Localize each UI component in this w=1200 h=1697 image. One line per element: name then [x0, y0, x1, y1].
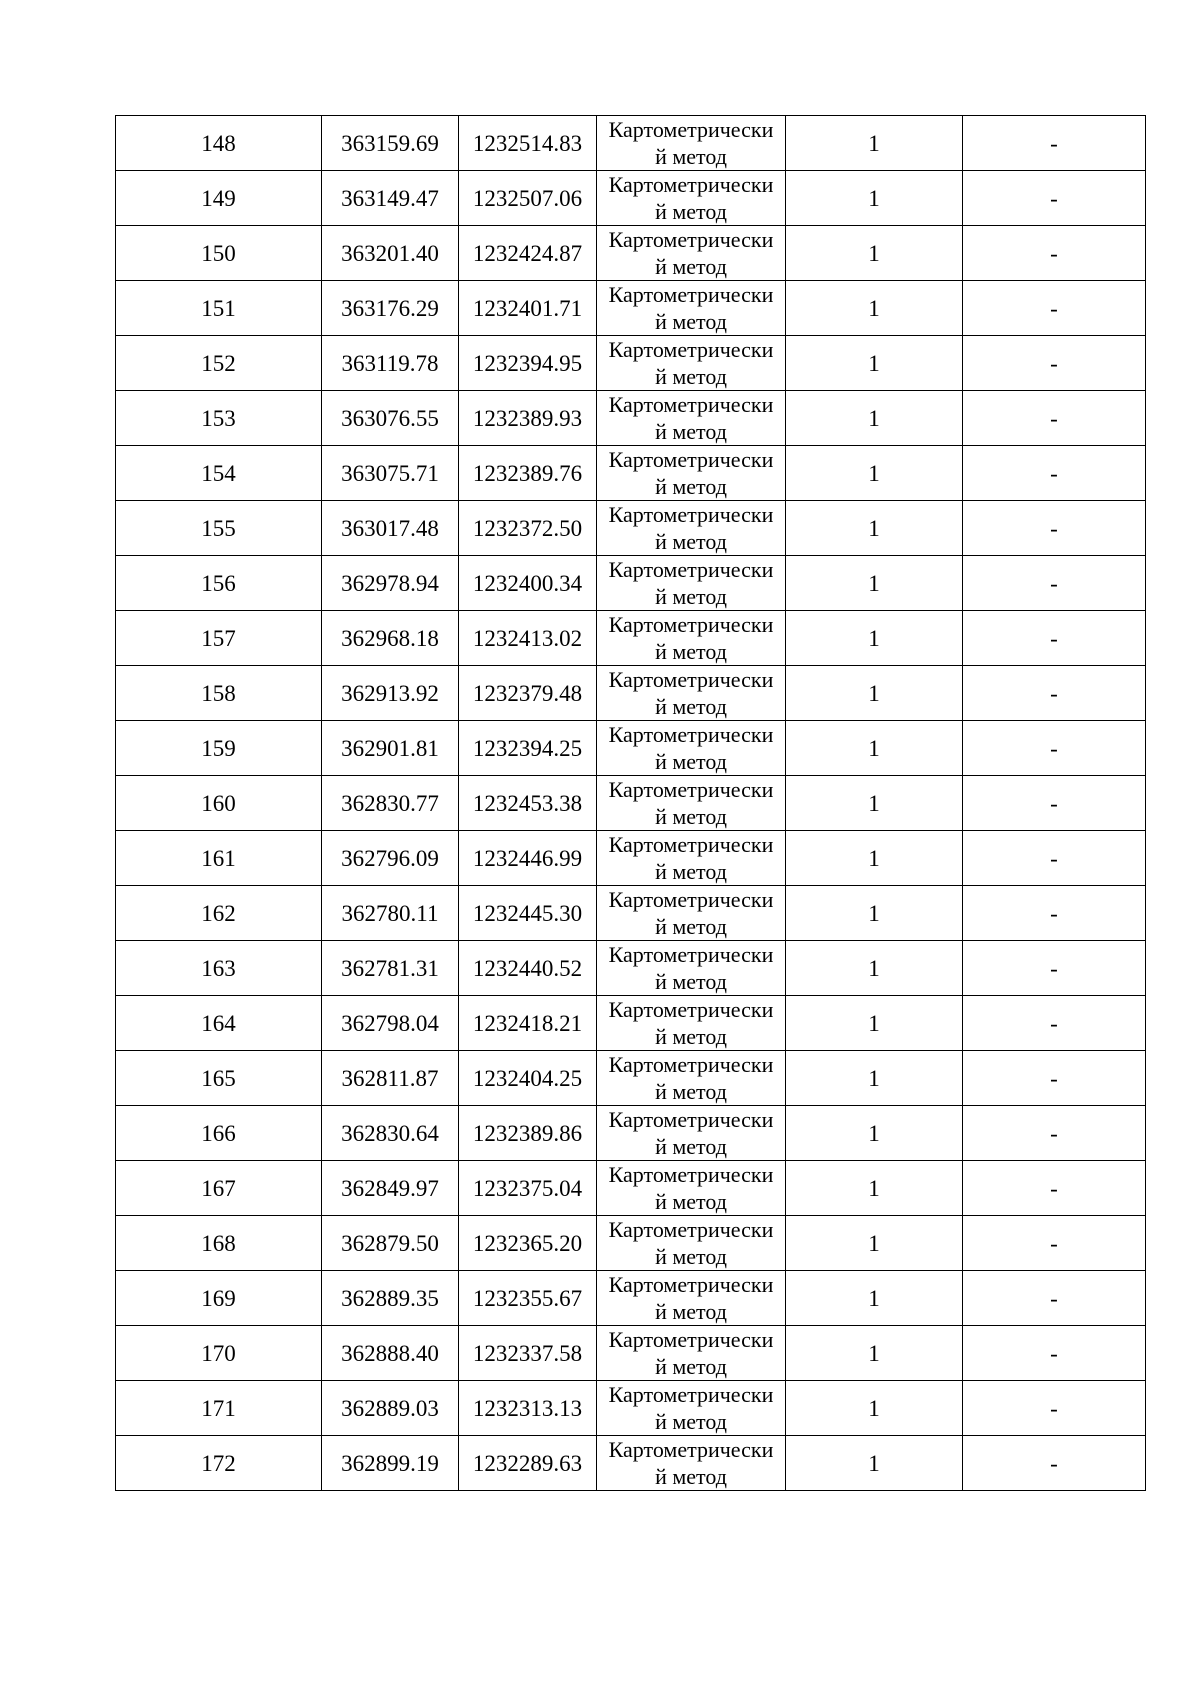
method-cell [597, 721, 786, 776]
method-line-2: й метод [655, 364, 727, 389]
table-row [116, 1271, 1146, 1326]
method-cell [597, 556, 786, 611]
note-cell: - [963, 446, 1146, 501]
accuracy-cell: 1 [786, 1381, 963, 1436]
table-row [116, 1326, 1146, 1381]
x-coordinate-cell: 362879.50 [322, 1216, 459, 1271]
method-line-1: Картометрически [608, 1327, 774, 1352]
table-row [116, 1106, 1146, 1161]
method-line-2: й метод [655, 1354, 727, 1379]
point-number-cell: 171 [116, 1381, 322, 1436]
point-number-cell: 160 [116, 776, 322, 831]
y-coordinate-cell: 1232507.06 [459, 171, 597, 226]
x-coordinate-cell: 363201.40 [322, 226, 459, 281]
x-coordinate-cell: 363017.48 [322, 501, 459, 556]
table-row [116, 1436, 1146, 1491]
x-coordinate-cell: 362978.94 [322, 556, 459, 611]
method-cell [597, 1271, 786, 1326]
method-cell [597, 171, 786, 226]
method-cell [597, 226, 786, 281]
y-coordinate-cell: 1232445.30 [459, 886, 597, 941]
method-line-2: й метод [655, 144, 727, 169]
point-number-cell: 159 [116, 721, 322, 776]
method-cell [597, 776, 786, 831]
y-coordinate-cell: 1232375.04 [459, 1161, 597, 1216]
y-coordinate-cell: 1232394.25 [459, 721, 597, 776]
y-coordinate-cell: 1232394.95 [459, 336, 597, 391]
method-line-2: й метод [655, 1024, 727, 1049]
accuracy-cell: 1 [786, 1436, 963, 1491]
method-line-2: й метод [655, 419, 727, 444]
accuracy-cell: 1 [786, 171, 963, 226]
method-line-1: Картометрически [608, 667, 774, 692]
accuracy-cell: 1 [786, 1161, 963, 1216]
x-coordinate-cell: 362796.09 [322, 831, 459, 886]
point-number-cell: 149 [116, 171, 322, 226]
method-line-1: Картометрически [608, 392, 774, 417]
table-row [116, 1216, 1146, 1271]
accuracy-cell: 1 [786, 1216, 963, 1271]
method-cell [597, 501, 786, 556]
method-line-2: й метод [655, 1134, 727, 1159]
table-body [116, 116, 1146, 1491]
note-cell: - [963, 1326, 1146, 1381]
y-coordinate-cell: 1232440.52 [459, 941, 597, 996]
accuracy-cell: 1 [786, 501, 963, 556]
method-line-2: й метод [655, 1409, 727, 1434]
accuracy-cell: 1 [786, 336, 963, 391]
x-coordinate-cell: 363076.55 [322, 391, 459, 446]
x-coordinate-cell: 362830.64 [322, 1106, 459, 1161]
method-line-1: Картометрически [608, 997, 774, 1022]
point-number-cell: 158 [116, 666, 322, 721]
x-coordinate-cell: 363075.71 [322, 446, 459, 501]
method-line-1: Картометрически [608, 1052, 774, 1077]
note-cell: - [963, 226, 1146, 281]
method-line-2: й метод [655, 1189, 727, 1214]
method-line-1: Картометрически [608, 1217, 774, 1242]
method-line-1: Картометрически [608, 282, 774, 307]
x-coordinate-cell: 362830.77 [322, 776, 459, 831]
accuracy-cell: 1 [786, 941, 963, 996]
point-number-cell: 165 [116, 1051, 322, 1106]
accuracy-cell: 1 [786, 1326, 963, 1381]
method-line-1: Картометрически [608, 722, 774, 747]
method-cell [597, 391, 786, 446]
method-line-2: й метод [655, 639, 727, 664]
y-coordinate-cell: 1232365.20 [459, 1216, 597, 1271]
note-cell: - [963, 1161, 1146, 1216]
note-cell: - [963, 1381, 1146, 1436]
point-number-cell: 169 [116, 1271, 322, 1326]
y-coordinate-cell: 1232413.02 [459, 611, 597, 666]
accuracy-cell: 1 [786, 1106, 963, 1161]
y-coordinate-cell: 1232404.25 [459, 1051, 597, 1106]
method-cell [597, 666, 786, 721]
method-line-1: Картометрически [608, 447, 774, 472]
x-coordinate-cell: 363119.78 [322, 336, 459, 391]
x-coordinate-cell: 362780.11 [322, 886, 459, 941]
accuracy-cell: 1 [786, 281, 963, 336]
x-coordinate-cell: 362913.92 [322, 666, 459, 721]
x-coordinate-cell: 362781.31 [322, 941, 459, 996]
y-coordinate-cell: 1232313.13 [459, 1381, 597, 1436]
coordinates-table [115, 115, 1146, 1491]
table-row [116, 336, 1146, 391]
note-cell: - [963, 941, 1146, 996]
y-coordinate-cell: 1232389.93 [459, 391, 597, 446]
y-coordinate-cell: 1232401.71 [459, 281, 597, 336]
accuracy-cell: 1 [786, 776, 963, 831]
method-line-1: Картометрически [608, 117, 774, 142]
table-row [116, 776, 1146, 831]
note-cell: - [963, 1271, 1146, 1326]
table-row [116, 996, 1146, 1051]
point-number-cell: 152 [116, 336, 322, 391]
point-number-cell: 164 [116, 996, 322, 1051]
table-row [116, 281, 1146, 336]
x-coordinate-cell: 363149.47 [322, 171, 459, 226]
y-coordinate-cell: 1232424.87 [459, 226, 597, 281]
method-line-1: Картометрически [608, 1272, 774, 1297]
note-cell: - [963, 776, 1146, 831]
table-row [116, 611, 1146, 666]
x-coordinate-cell: 362849.97 [322, 1161, 459, 1216]
note-cell: - [963, 1051, 1146, 1106]
method-line-2: й метод [655, 1079, 727, 1104]
x-coordinate-cell: 363176.29 [322, 281, 459, 336]
point-number-cell: 157 [116, 611, 322, 666]
table-row [116, 721, 1146, 776]
accuracy-cell: 1 [786, 666, 963, 721]
x-coordinate-cell: 362889.03 [322, 1381, 459, 1436]
point-number-cell: 148 [116, 116, 322, 171]
point-number-cell: 153 [116, 391, 322, 446]
point-number-cell: 167 [116, 1161, 322, 1216]
note-cell: - [963, 1436, 1146, 1491]
method-line-1: Картометрически [608, 1437, 774, 1462]
note-cell: - [963, 391, 1146, 446]
table-row [116, 501, 1146, 556]
note-cell: - [963, 721, 1146, 776]
method-line-1: Картометрически [608, 612, 774, 637]
y-coordinate-cell: 1232379.48 [459, 666, 597, 721]
accuracy-cell: 1 [786, 116, 963, 171]
table-row [116, 556, 1146, 611]
method-line-2: й метод [655, 584, 727, 609]
y-coordinate-cell: 1232418.21 [459, 996, 597, 1051]
note-cell: - [963, 501, 1146, 556]
x-coordinate-cell: 362889.35 [322, 1271, 459, 1326]
x-coordinate-cell: 362888.40 [322, 1326, 459, 1381]
point-number-cell: 162 [116, 886, 322, 941]
method-cell [597, 831, 786, 886]
method-line-2: й метод [655, 749, 727, 774]
method-cell [597, 1216, 786, 1271]
method-cell [597, 1381, 786, 1436]
note-cell: - [963, 1216, 1146, 1271]
point-number-cell: 154 [116, 446, 322, 501]
point-number-cell: 168 [116, 1216, 322, 1271]
method-line-1: Картометрически [608, 337, 774, 362]
point-number-cell: 156 [116, 556, 322, 611]
method-line-1: Картометрически [608, 887, 774, 912]
method-cell [597, 281, 786, 336]
note-cell: - [963, 281, 1146, 336]
method-cell [597, 1051, 786, 1106]
table-row [116, 391, 1146, 446]
method-cell [597, 116, 786, 171]
method-line-1: Картометрически [608, 172, 774, 197]
point-number-cell: 166 [116, 1106, 322, 1161]
y-coordinate-cell: 1232446.99 [459, 831, 597, 886]
method-line-2: й метод [655, 254, 727, 279]
method-line-1: Картометрически [608, 502, 774, 527]
x-coordinate-cell: 362811.87 [322, 1051, 459, 1106]
note-cell: - [963, 336, 1146, 391]
method-line-2: й метод [655, 199, 727, 224]
note-cell: - [963, 666, 1146, 721]
accuracy-cell: 1 [786, 446, 963, 501]
accuracy-cell: 1 [786, 831, 963, 886]
point-number-cell: 161 [116, 831, 322, 886]
method-cell [597, 611, 786, 666]
method-cell [597, 336, 786, 391]
table-row [116, 226, 1146, 281]
method-line-2: й метод [655, 1299, 727, 1324]
table-row [116, 171, 1146, 226]
method-line-1: Картометрически [608, 1107, 774, 1132]
method-cell [597, 446, 786, 501]
accuracy-cell: 1 [786, 226, 963, 281]
method-cell [597, 1161, 786, 1216]
note-cell: - [963, 611, 1146, 666]
y-coordinate-cell: 1232289.63 [459, 1436, 597, 1491]
y-coordinate-cell: 1232355.67 [459, 1271, 597, 1326]
method-line-2: й метод [655, 309, 727, 334]
y-coordinate-cell: 1232372.50 [459, 501, 597, 556]
point-number-cell: 155 [116, 501, 322, 556]
y-coordinate-cell: 1232337.58 [459, 1326, 597, 1381]
accuracy-cell: 1 [786, 886, 963, 941]
accuracy-cell: 1 [786, 391, 963, 446]
accuracy-cell: 1 [786, 721, 963, 776]
method-line-2: й метод [655, 474, 727, 499]
y-coordinate-cell: 1232389.86 [459, 1106, 597, 1161]
table-row [116, 886, 1146, 941]
note-cell: - [963, 886, 1146, 941]
table-row [116, 941, 1146, 996]
method-line-2: й метод [655, 804, 727, 829]
table-row [116, 1161, 1146, 1216]
method-cell [597, 886, 786, 941]
y-coordinate-cell: 1232514.83 [459, 116, 597, 171]
accuracy-cell: 1 [786, 556, 963, 611]
point-number-cell: 163 [116, 941, 322, 996]
table-row [116, 666, 1146, 721]
note-cell: - [963, 996, 1146, 1051]
method-line-1: Картометрически [608, 1382, 774, 1407]
accuracy-cell: 1 [786, 996, 963, 1051]
table-row [116, 1051, 1146, 1106]
note-cell: - [963, 116, 1146, 171]
table-row [116, 831, 1146, 886]
method-line-1: Картометрически [608, 1162, 774, 1187]
note-cell: - [963, 171, 1146, 226]
method-line-1: Картометрически [608, 942, 774, 967]
y-coordinate-cell: 1232453.38 [459, 776, 597, 831]
x-coordinate-cell: 363159.69 [322, 116, 459, 171]
method-line-2: й метод [655, 859, 727, 884]
method-line-2: й метод [655, 694, 727, 719]
y-coordinate-cell: 1232389.76 [459, 446, 597, 501]
method-cell [597, 1326, 786, 1381]
note-cell: - [963, 831, 1146, 886]
method-line-2: й метод [655, 969, 727, 994]
table-row [116, 116, 1146, 171]
method-cell [597, 996, 786, 1051]
method-line-2: й метод [655, 1244, 727, 1269]
x-coordinate-cell: 362899.19 [322, 1436, 459, 1491]
method-line-1: Картометрически [608, 227, 774, 252]
accuracy-cell: 1 [786, 1051, 963, 1106]
point-number-cell: 170 [116, 1326, 322, 1381]
method-line-1: Картометрически [608, 832, 774, 857]
method-cell [597, 1106, 786, 1161]
x-coordinate-cell: 362798.04 [322, 996, 459, 1051]
accuracy-cell: 1 [786, 1271, 963, 1326]
y-coordinate-cell: 1232400.34 [459, 556, 597, 611]
method-line-1: Картометрически [608, 557, 774, 582]
point-number-cell: 150 [116, 226, 322, 281]
method-line-2: й метод [655, 529, 727, 554]
accuracy-cell: 1 [786, 611, 963, 666]
x-coordinate-cell: 362968.18 [322, 611, 459, 666]
table-row [116, 1381, 1146, 1436]
method-line-1: Картометрически [608, 777, 774, 802]
method-cell [597, 1436, 786, 1491]
table-row [116, 446, 1146, 501]
method-cell [597, 941, 786, 996]
note-cell: - [963, 556, 1146, 611]
point-number-cell: 172 [116, 1436, 322, 1491]
x-coordinate-cell: 362901.81 [322, 721, 459, 776]
method-line-2: й метод [655, 1464, 727, 1489]
method-line-2: й метод [655, 914, 727, 939]
point-number-cell: 151 [116, 281, 322, 336]
note-cell: - [963, 1106, 1146, 1161]
